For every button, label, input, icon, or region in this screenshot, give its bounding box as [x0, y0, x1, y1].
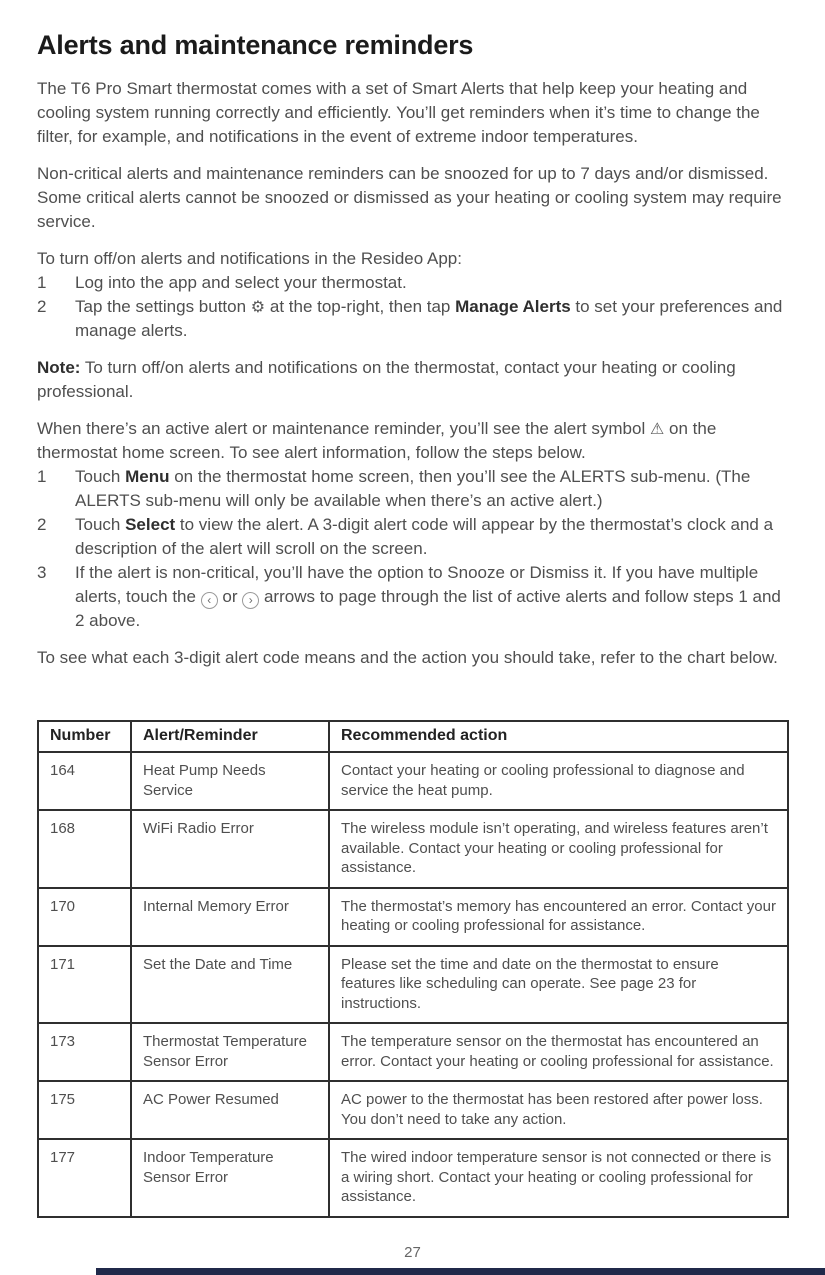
bottom-accent-bar — [96, 1268, 825, 1275]
text-segment: arrows to page through the list of active alerts and follow steps 1 and 2 above. — [75, 587, 781, 630]
page-number: 27 — [404, 1244, 421, 1261]
list-item-text: Log into the app and select your thermostat. — [75, 273, 407, 292]
text-segment: to view the alert. A 3-digit alert code will appear by the thermostat’s clock and a description of the alert will scroll on the screen. — [75, 515, 774, 558]
cell-number: 170 — [38, 888, 131, 946]
intro-paragraph-1: The T6 Pro Smart thermostat comes with a set of Smart Alerts that help keep your heating and cooling system running correctly and efficiently. You’ll get reminders when it’s time to change the filter, for example, and notifications in the event of extreme indoor temperatures. — [37, 79, 760, 146]
list-number: 1 — [37, 467, 47, 486]
list-item — [37, 513, 788, 561]
cell-number: 175 — [38, 1081, 131, 1139]
text-segment: on the thermostat home screen, then you’ll see the ALERTS sub-menu. (The ALERTS sub-menu will only be available when there’s an active alert.) — [75, 467, 751, 510]
app-steps-lead: To turn off/on alerts and notifications in the Resideo App: — [37, 249, 462, 268]
cell-number: 168 — [38, 810, 131, 888]
table-row — [38, 752, 788, 810]
table-row — [38, 1139, 788, 1217]
table-row — [38, 888, 788, 946]
cell-action: The thermostat’s memory has encountered an error. Contact your heating or cooling professional for assistance. — [329, 888, 788, 946]
cell-action: The wired indoor temperature sensor is not connected or there is a wiring short. Contact your heating or cooling professional for assistance. — [329, 1139, 788, 1217]
cell-alert: Set the Date and Time — [131, 946, 329, 1024]
text-segment: or — [217, 587, 243, 606]
cell-action: Contact your heating or cooling professional to diagnose and service the heat pump. — [329, 752, 788, 810]
cell-number: 173 — [38, 1023, 131, 1081]
list-item-text — [75, 513, 788, 561]
alert-codes-table — [37, 720, 789, 1218]
cell-number: 164 — [38, 752, 131, 810]
list-item — [37, 561, 788, 633]
app-steps-list — [37, 271, 788, 343]
cell-alert: Internal Memory Error — [131, 888, 329, 946]
list-item-text — [75, 561, 788, 633]
select-label: Select — [125, 515, 176, 534]
intro-paragraph-2: Non-critical alerts and maintenance reminders can be snoozed for up to 7 days and/or dismissed. Some critical alerts cannot be snoozed or dismissed as your heating or cooling system may require service. — [37, 164, 782, 231]
cell-alert: AC Power Resumed — [131, 1081, 329, 1139]
list-number: 2 — [37, 297, 47, 316]
cell-alert: Indoor Temperature Sensor Error — [131, 1139, 329, 1217]
table-row — [38, 810, 788, 888]
manage-alerts-label: Manage Alerts — [455, 297, 571, 316]
text-segment: Touch — [75, 515, 126, 534]
page-title: Alerts and maintenance reminders — [37, 30, 474, 60]
list-item — [37, 271, 788, 295]
note-label: Note: — [37, 358, 81, 377]
text-segment: If the alert is non-critical, you’ll have the option to Snooze or Dismiss it. If you have multiple alerts, touch the — [75, 563, 759, 606]
cell-number: 171 — [38, 946, 131, 1024]
page-right-arrow-icon: › — [242, 592, 259, 609]
page-left-arrow-icon: ‹ — [201, 592, 218, 609]
list-item-text — [75, 465, 788, 513]
cell-alert: WiFi Radio Error — [131, 810, 329, 888]
text-segment: Tap the settings button — [75, 297, 251, 316]
list-item-text — [75, 295, 788, 343]
cell-action: The temperature sensor on the thermostat has encountered an error. Contact your heating or cooling professional for assistance. — [329, 1023, 788, 1081]
text-segment: to set your preferences and manage alerts. — [75, 297, 783, 340]
note-paragraph — [37, 356, 788, 404]
list-number: 1 — [37, 273, 47, 292]
cell-alert: Heat Pump Needs Service — [131, 752, 329, 810]
column-header-alert: Alert/Reminder — [131, 721, 329, 752]
table-row — [38, 1081, 788, 1139]
text-segment: When there’s an active alert or maintenance reminder, you’ll see the alert symbol — [37, 419, 650, 438]
cell-alert: Thermostat Temperature Sensor Error — [131, 1023, 329, 1081]
gear-icon: ⚙ — [250, 297, 266, 316]
list-number: 3 — [37, 563, 47, 582]
alert-info-lead — [37, 417, 788, 465]
cell-action: Please set the time and date on the thermostat to ensure features like scheduling can operate. See page 23 for instructions. — [329, 946, 788, 1024]
cell-action: AC power to the thermostat has been restored after power loss. You don’t need to take any action. — [329, 1081, 788, 1139]
column-header-number: Number — [38, 721, 131, 752]
table-row — [38, 946, 788, 1024]
list-item — [37, 295, 788, 343]
text-segment: at the top-right, then tap — [265, 297, 456, 316]
menu-label: Menu — [125, 467, 170, 486]
table-row — [38, 1023, 788, 1081]
alert-triangle-icon: ⚠ — [649, 419, 665, 438]
cell-number: 177 — [38, 1139, 131, 1217]
chart-intro-paragraph: To see what each 3-digit alert code means and the action you should take, refer to the chart below. — [37, 648, 778, 667]
page-content — [37, 30, 788, 1218]
column-header-action: Recommended action — [329, 721, 788, 752]
note-text: To turn off/on alerts and notifications on the thermostat, contact your heating or cooling professional. — [37, 358, 736, 401]
cell-action: The wireless module isn’t operating, and wireless features aren’t available. Contact your heating or cooling professional for assistance. — [329, 810, 788, 888]
list-number: 2 — [37, 515, 47, 534]
thermostat-steps-list — [37, 465, 788, 633]
text-segment: Touch — [75, 467, 126, 486]
list-item — [37, 465, 788, 513]
table-header-row — [38, 721, 788, 752]
text-segment: on the thermostat home screen. To see alert information, follow the steps below. — [37, 419, 717, 462]
